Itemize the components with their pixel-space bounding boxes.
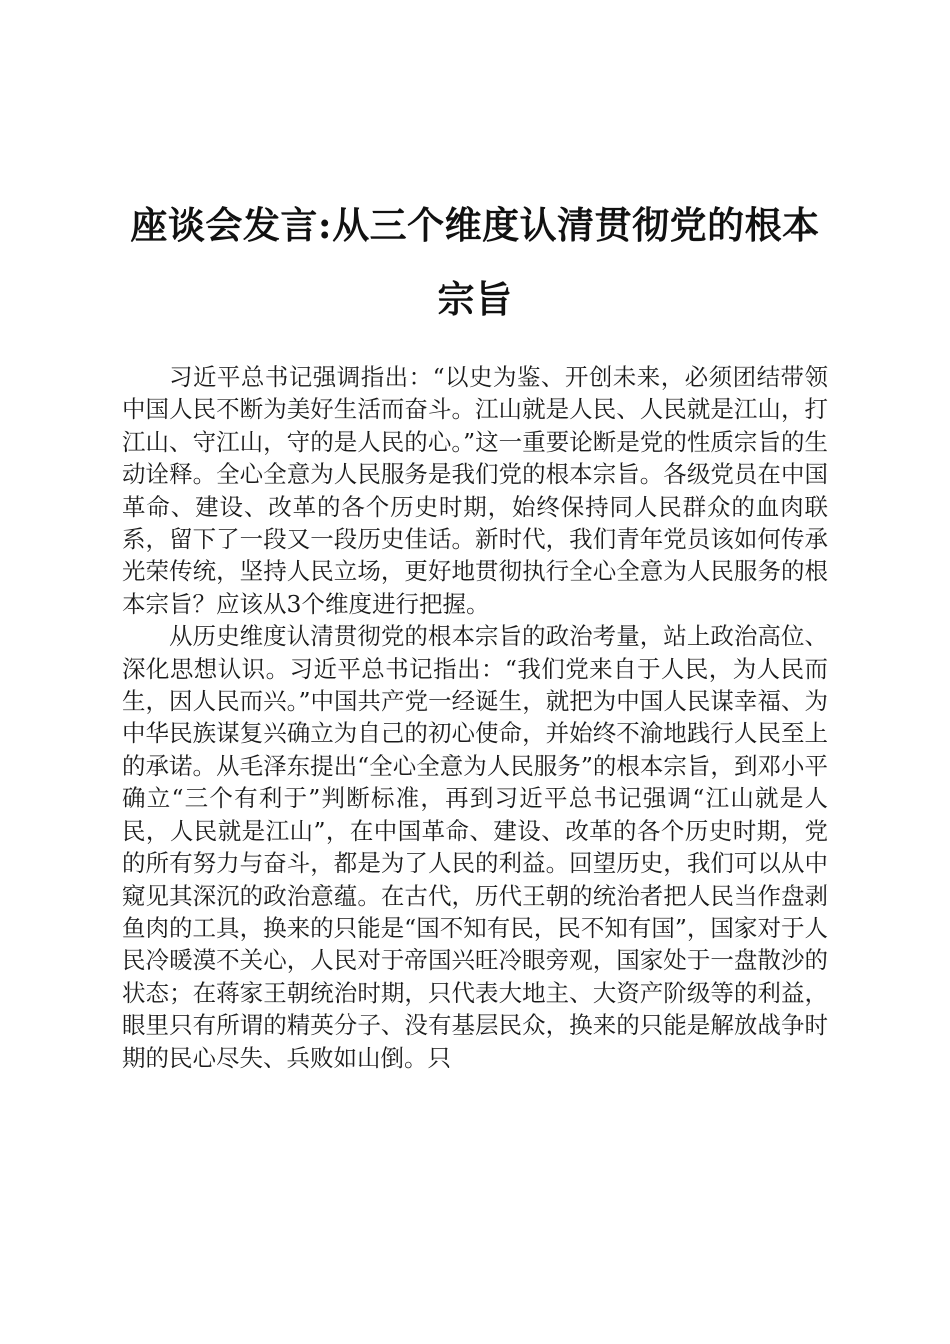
document-body (122, 361, 828, 1074)
document-title: 座谈会发言:从三个维度认清贯彻党的根本宗旨 (130, 203, 820, 321)
paragraph-intro: 习近平总书记强调指出：“以史为鉴、开创未来，必须团结带领中国人民不断为美好生活而奋斗。江山就是人民、人民就是江山，打江山、守江山，守的是人民的心。”这一重要论断是党的性质宗旨的生动诠释。全心全意为人民服务是我们党的根本宗旨。各级党员在中国革命、建设、改革的各个历史时期，始终保持同人民群众的血肉联系，留下了一段又一段历史佳话。新时代，我们青年党员该如何传承光荣传统，坚持人民立场，更好地贯彻执行全心全意为人民服务的根本宗旨？应该从3个维度进行把握。 (122, 363, 828, 618)
paragraph-history-dimension: 从历史维度认清贯彻党的根本宗旨的政治考量，站上政治高位、深化思想认识。习近平总书记指出：“我们党来自于人民，为人民而生，因人民而兴。”中国共产党一经诞生，就把为中国人民谋幸福、为中华民族谋复兴确立为自己的初心使命，并始终不渝地践行人民至上的承诺。从毛泽东提出“全心全意为人民服务”的根本宗旨，到邓小平确立“三个有利于”判断标准，再到习近平总书记强调“江山就是人民，人民就是江山”，在中国革命、建设、改革的各个历史时期，党的所有努力与奋斗，都是为了人民的利益。回望历史，我们可以从中窥见其深沉的政治意蕴。在古代，历代王朝的统治者把人民当作盘剥鱼肉的工具，换来的只能是“国不知有民，民不知有国”，国家对于人民冷暖漠不关心，人民对于帝国兴旺冷眼旁观，国家处于一盘散沙的状态；在蒋家王朝统治时期，只代表大地主、大资产阶级等的利益，眼里只有所谓的精英分子、没有基层民众，换来的只能是解放战争时期的民心尽失、兵败如山倒。只 (122, 622, 828, 1072)
